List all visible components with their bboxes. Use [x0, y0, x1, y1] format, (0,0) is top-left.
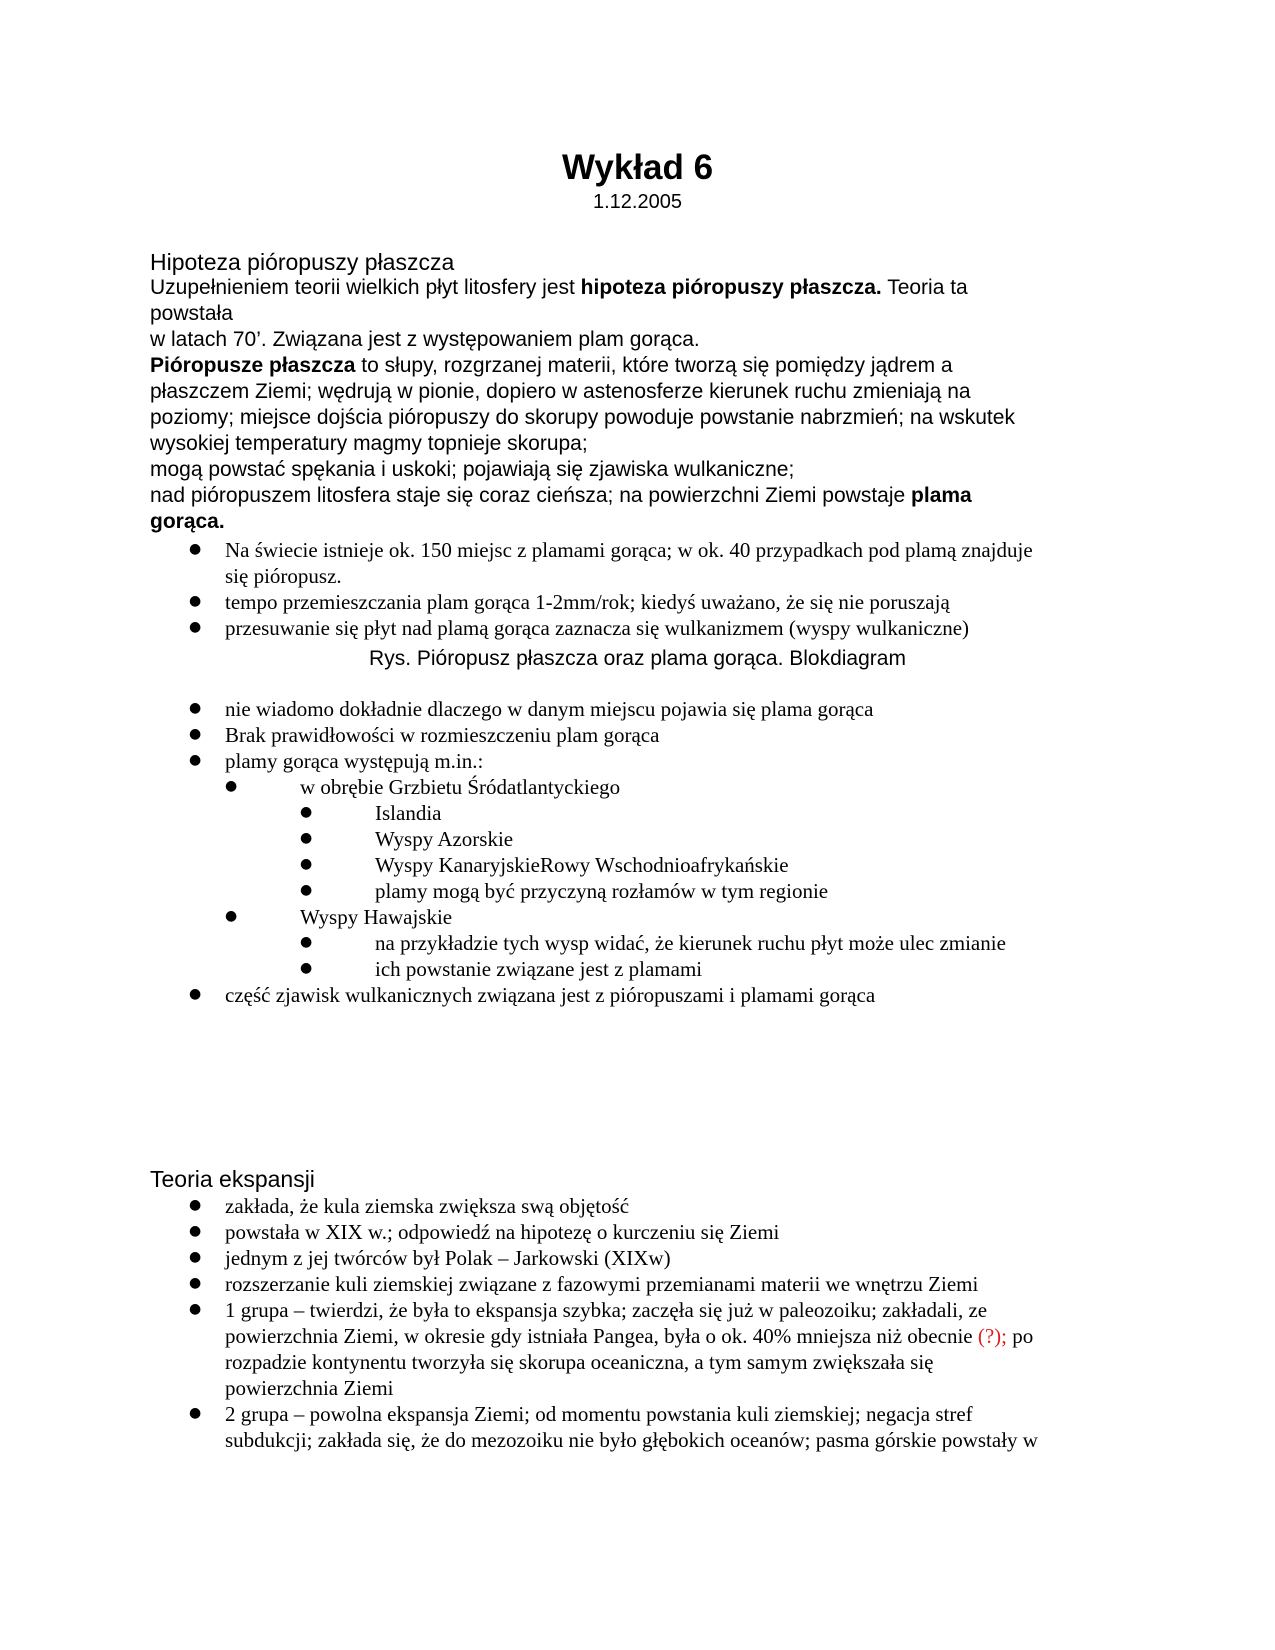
bullet-icon: ● [189, 1197, 202, 1213]
bullet-icon: ● [189, 986, 202, 1002]
bullet-icon: ● [189, 1275, 202, 1291]
paragraph-line: płaszczem Ziemi; wędrują w pionie, dopiero w astenosferze kierunek ruchu zmieniają na [150, 380, 971, 403]
paragraph-line: poziomy; miejsce dojścia pióropuszy do skorupy powoduje powstanie nabrzmień; na wskutek [150, 406, 1015, 429]
list-item-continuation: rozpadzie kontynentu tworzyła się skorupa oceaniczna, a tym samym zwiększała się [225, 1350, 934, 1374]
lecture-date: 1.12.2005 [593, 191, 682, 213]
subsublist-item: na przykładzie tych wysp widać, że kierunek ruchu płyt może ulec zmianie [375, 931, 1006, 955]
list-item-continuation: powierzchnia Ziemi [225, 1376, 394, 1400]
page-title: Wykład 6 [561, 148, 714, 187]
paragraph-line: Pióropusze płaszcza to słupy, rozgrzanej materii, które tworzą się pomiędzy jądrem a [150, 354, 953, 377]
sublist-item: w obrębie Grzbietu Śródatlantyckiego [300, 775, 621, 799]
bullet-icon: ● [300, 882, 313, 898]
bullet-icon: ● [189, 700, 202, 716]
list-item: powstała w XIX w.; odpowiedź na hipotezę o kurczeniu się Ziemi [225, 1220, 780, 1244]
paragraph-line: powstała [150, 302, 233, 325]
list-item: plamy gorąca występują m.in.: [225, 749, 484, 773]
list-item: tempo przemieszczania plam gorąca 1-2mm/rok; kiedyś uważano, że się nie poruszają [225, 590, 950, 614]
bullet-icon: ● [189, 541, 202, 557]
list-item: nie wiadomo dokładnie dlaczego w danym miejscu pojawia się plama gorąca [225, 697, 874, 721]
subsublist-item: ich powstanie związane jest z plamami [375, 957, 703, 981]
bullet-icon: ● [189, 1223, 202, 1239]
bullet-icon: ● [189, 1249, 202, 1265]
list-item: rozszerzanie kuli ziemskiej związane z fazowymi przemianami materii we wnętrzu Ziemi [225, 1272, 979, 1296]
list-item-continuation: się pióropusz. [225, 564, 342, 588]
list-item-continuation: powierzchnia Ziemi, w okresie gdy istniała Pangea, była o ok. 40% mniejsza niż obecnie (?); po [225, 1324, 1034, 1348]
section-heading-plume: Hipoteza pióropuszy płaszcza [150, 249, 455, 275]
paragraph-line: w latach 70’. Związana jest z występowaniem plam gorąca. [150, 328, 700, 351]
list-item: przesuwanie się płyt nad plamą gorąca zaznacza się wulkanizmem (wyspy wulkaniczne) [225, 616, 970, 640]
bullet-icon: ● [225, 778, 238, 794]
paragraph-line: Uzupełnieniem teorii wielkich płyt litosfery jest hipoteza pióropuszy płaszcza. Teoria ta [150, 276, 968, 299]
bullet-icon: ● [300, 960, 313, 976]
paragraph-line: wysokiej temperatury magmy topnieje skorupa; [150, 432, 588, 455]
bullet-icon: ● [300, 934, 313, 950]
list-item: 2 grupa – powolna ekspansja Ziemi; od momentu powstania kuli ziemskiej; negacja stref [225, 1402, 973, 1426]
bullet-icon: ● [300, 856, 313, 872]
bullet-icon: ● [189, 1405, 202, 1421]
paragraph-line: nad pióropuszem litosfera staje się coraz cieńsza; na powierzchni Ziemi powstaje plama [150, 484, 972, 507]
subsublist-item: plamy mogą być przyczyną rozłamów w tym regionie [375, 879, 829, 903]
bullet-icon: ● [300, 804, 313, 820]
bullet-icon: ● [300, 830, 313, 846]
figure-caption: Rys. Pióropusz płaszcza oraz plama gorąca. Blokdiagram [369, 647, 906, 670]
subsublist-item: Islandia [375, 801, 442, 825]
paragraph-line: gorąca. [150, 510, 225, 533]
sublist-item: Wyspy Hawajskie [300, 905, 453, 929]
bullet-icon: ● [189, 752, 202, 768]
bullet-icon: ● [189, 619, 202, 635]
subsublist-item: Wyspy Azorskie [375, 827, 514, 851]
bullet-icon: ● [189, 726, 202, 742]
section-heading-expansion: Teoria ekspansji [150, 1166, 315, 1192]
subsublist-item: Wyspy KanaryjskieRowy Wschodnioafrykańskie [375, 853, 789, 877]
paragraph-line: mogą powstać spękania i uskoki; pojawiają się zjawiska wulkaniczne; [150, 458, 795, 481]
list-item-continuation: subdukcji; zakłada się, że do mezozoiku nie było głębokich oceanów; pasma górskie powstały w [225, 1428, 1038, 1452]
list-item: Na świecie istnieje ok. 150 miejsc z plamami gorąca; w ok. 40 przypadkach pod plamą znajduje [225, 538, 1033, 562]
list-item: jednym z jej twórców był Polak – Jarkowski (XIXw) [225, 1246, 671, 1270]
bullet-icon: ● [189, 593, 202, 609]
list-item: 1 grupa – twierdzi, że była to ekspansja szybka; zaczęła się już w paleozoiku; zakładali, ze [225, 1298, 988, 1322]
bullet-icon: ● [189, 1301, 202, 1317]
bullet-icon: ● [225, 908, 238, 924]
list-item: zakłada, że kula ziemska zwiększa swą objętość [225, 1194, 630, 1218]
list-item: Brak prawidłowości w rozmieszczeniu plam gorąca [225, 723, 660, 747]
list-item: część zjawisk wulkanicznych związana jest z pióropuszami i plamami gorąca [225, 983, 876, 1007]
